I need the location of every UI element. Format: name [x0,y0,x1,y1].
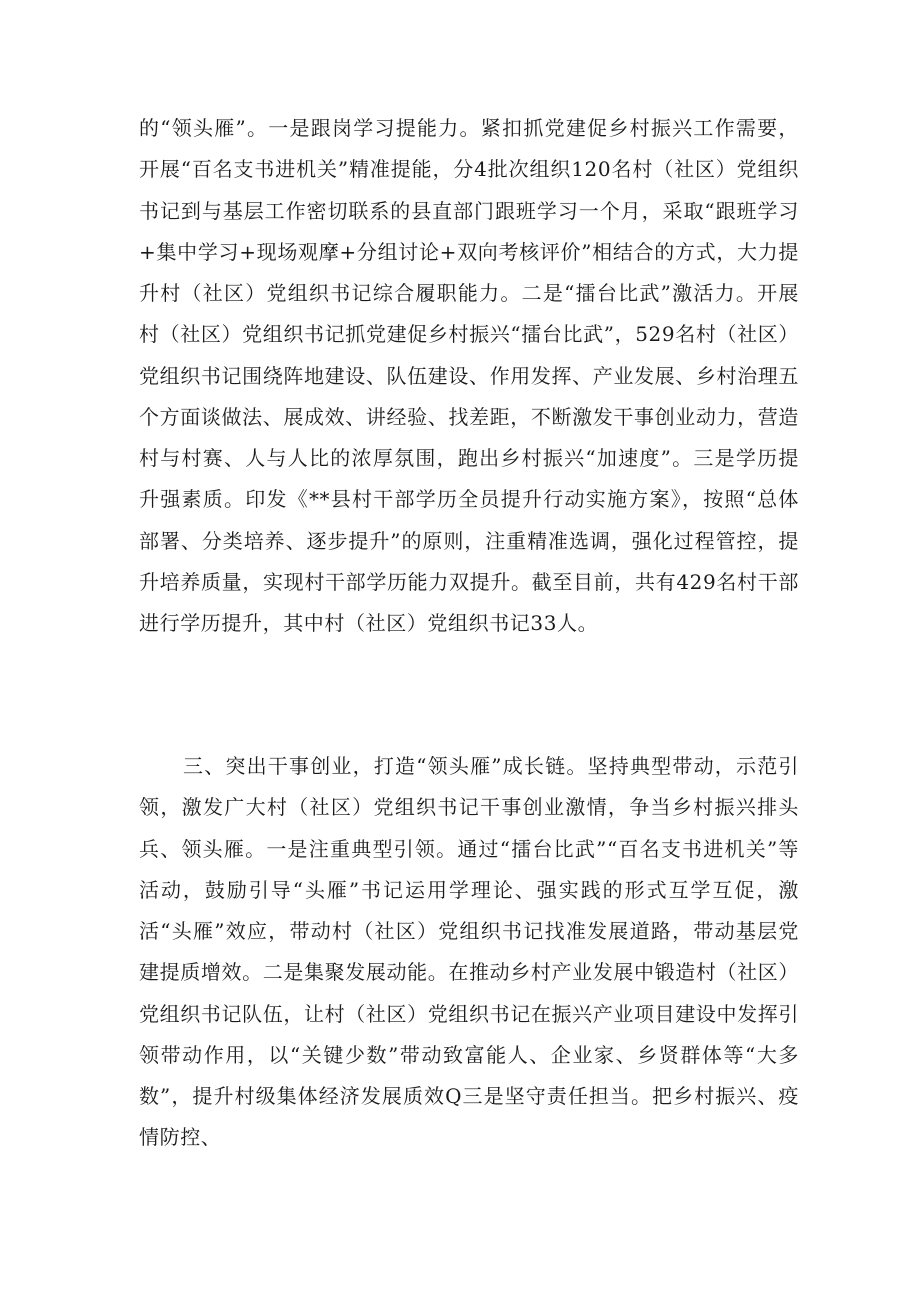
body-paragraph: 的“领头雁”。一是跟岗学习提能力。紧扣抓党建促乡村振兴工作需要，开展“百名支书进机关”精准提能，分4批次组织120名村（社区）党组织书记到与基层工作密切联系的县直部门跟班学习一个月，采取“跟班学习+集中学习+现场观摩+分组讨论+双向考核评价”相结合的方式，大力提升村（社区）党组织书记综合履职能力。二是“擂台比武”激活力。开展村（社区）党组织书记抓党建促乡村振兴“擂台比武”，529名村（社区）党组织书记围绕阵地建设、队伍建设、作用发挥、产业发展、乡村治理五个方面谈做法、展成效、讲经验、找差距，不断激发干事创业动力，营造村与村赛、人与人比的浓厚氛围，跑出乡村振兴“加速度”。三是学历提升强素质。印发《**县村干部学历全员提升行动实施方案》，按照“总体部署、分类培养、逐步提升”的原则，注重精准选调，强化过程管控，提升培养质量，实现村干部学历能力双提升。截至目前，共有429名村干部进行学历提升，其中村（社区）党组织书记33人。 [139,116,799,635]
body-paragraph-section-three: 三、突出干事创业，打造“领头雁”成长链。坚持典型带动，示范引领，激发广大村（社区）党组织书记干事创业激情，争当乡村振兴排头兵、领头雁。一是注重典型引领。通过“擂台比武”“百名支书进机关”等活动，鼓励引导“头雁”书记运用学理论、强实践的形式互学互促，激活“头雁”效应，带动村（社区）党组织书记找准发展道路，带动基层党建提质增效。二是集聚发展动能。在推动乡村产业发展中锻造村（社区）党组织书记队伍，让村（社区）党组织书记在振兴产业项目建设中发挥引领带动作用，以“关键少数”带动致富能人、企业家、乡贤群体等“大多数”，提升村级集体经济发展质效Q三是坚守责任担当。把乡村振兴、疫情防控、 [139,754,799,1150]
